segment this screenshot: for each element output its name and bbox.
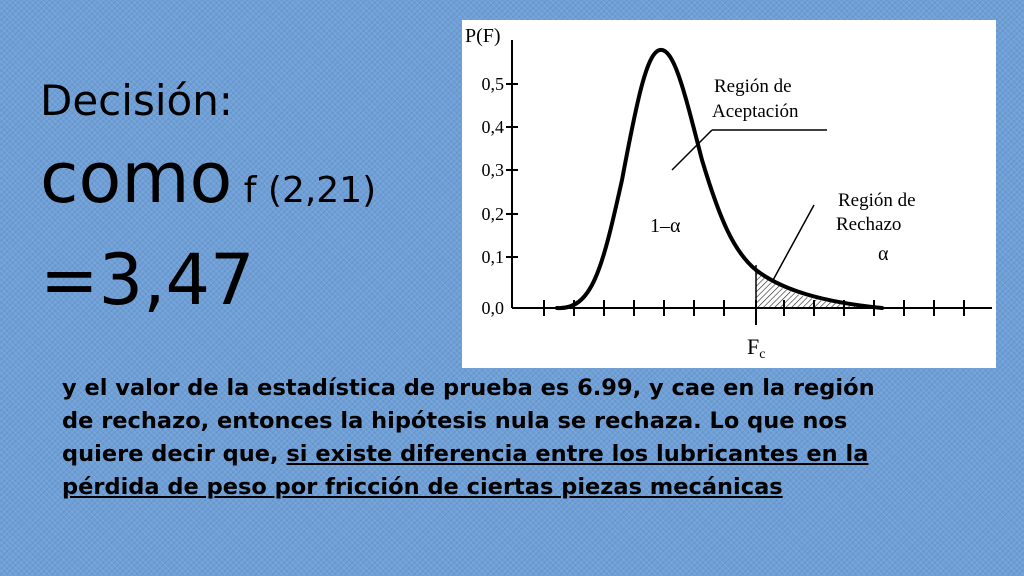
y-tick-label: 0,1 (481, 247, 504, 267)
y-tick-label: 0,3 (481, 160, 504, 180)
acceptance-region-label-1: Región de (714, 76, 792, 97)
rejection-region-label-2: Rechazo (836, 214, 902, 235)
y-tick-label: 0,2 (481, 204, 504, 224)
f-distribution-figure (462, 20, 996, 368)
y-tick-label: 0,5 (481, 74, 504, 94)
conclusion-text: y el valor de la estadística de prueba es 6.99, y cae en la región de rechazo, entonces la hipótesis nula se rechaza. Lo que nos quiere decir que, (62, 375, 875, 467)
title-f-params: f (2,21) (232, 170, 377, 211)
title-decision: Decisión: (40, 76, 233, 125)
title-como: como (40, 137, 233, 219)
one-minus-alpha-label: 1–α (650, 215, 681, 237)
conclusion-underlined-text: si existe diferencia entre los lubricantes en la pérdida de peso por fricción de ciertas piezas mecánicas (62, 441, 869, 500)
slide-title (40, 72, 460, 321)
y-axis-label: P(F) (465, 25, 501, 47)
conclusion-paragraph (62, 372, 902, 504)
title-critical-value: =3,47 (40, 239, 255, 321)
rejection-region-shading (756, 268, 882, 308)
f-distribution-diagram (462, 20, 996, 368)
rejection-region-label-1: Región de (838, 190, 916, 211)
alpha-label: α (878, 243, 889, 265)
x-tick-marks (544, 300, 964, 325)
title-como-line (40, 136, 460, 239)
x-critical-label: Fc (747, 334, 766, 362)
y-tick-label: 0,4 (481, 117, 504, 137)
rejection-pointer (772, 205, 814, 282)
y-tick-label: 0,0 (481, 298, 504, 318)
acceptance-pointer (672, 130, 712, 170)
acceptance-region-label-2: Aceptación (712, 101, 799, 122)
